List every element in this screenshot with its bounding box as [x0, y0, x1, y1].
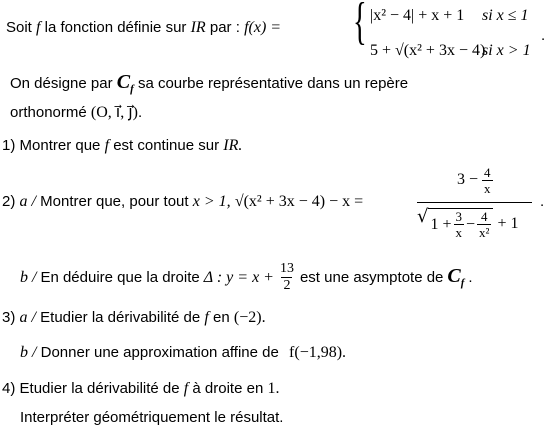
piecewise-brace: { — [353, 0, 367, 50]
line2: On désigne par $C_f$ sa courbe représentative dans un repère — [10, 71, 409, 95]
question-2b: b / En déduire que la droite Δ : y = x + $\frac{13}{2}$ est une asymptote de $C_f$ . — [20, 261, 473, 293]
case1-expr: |x² − 4| + x + 1 — [370, 7, 465, 24]
intro-line — [6, 20, 281, 36]
q3-number: 3) — [2, 309, 16, 326]
case1-cond: si x ≤ 1 — [482, 7, 529, 24]
question-1: 1) Montrer que f est continue sur IR. — [2, 137, 243, 154]
intro-f: f — [36, 19, 41, 36]
question-2a: 2) a / Montrer que, pour tout x > 1, √(x² + 3x − 4) − x = — [2, 193, 364, 210]
intro-lead: Soit — [6, 19, 32, 36]
line3: orthonormé (O, i⃗, j⃗). — [10, 104, 143, 121]
q1-number: 1) — [2, 137, 16, 154]
question-3b: b / Donner une approximation affine de f(−1,98). — [20, 344, 347, 361]
case2-cond: si x > 1 — [482, 42, 531, 59]
curve-symbol: $C_f$ — [116, 71, 134, 95]
intro-lead2: la fonction définie sur — [44, 19, 187, 36]
q2-number: 2) — [2, 193, 16, 210]
intro-period: . — [541, 27, 546, 44]
frame-expr: (O, i⃗, j⃗) — [90, 104, 138, 121]
intro-fx: f(x) = — [244, 19, 282, 36]
question-3a: 3) a / Etudier la dérivabilité de f en (−2). — [2, 309, 266, 326]
q4-number: 4) — [2, 380, 16, 397]
case2-expr: 5 + √(x² + 3x − 4) — [370, 42, 486, 59]
intro-set: IR — [190, 19, 206, 36]
q2a-fraction: 3 − $\frac{4}{x}$ √ 1 + $\frac{3}{x}$ − $\frac{4}{\text{x²}}$ + 1 — [417, 160, 537, 250]
intro-par: par : — [209, 19, 240, 36]
curve-symbol-2: $C_f$ — [447, 265, 465, 289]
q2a-period: . — [540, 193, 545, 210]
question-4: 4) Etudier la dérivabilité de f à droite en 1. — [2, 380, 280, 397]
question-4-line2: Interpréter géométriquement le résultat. — [20, 409, 284, 426]
